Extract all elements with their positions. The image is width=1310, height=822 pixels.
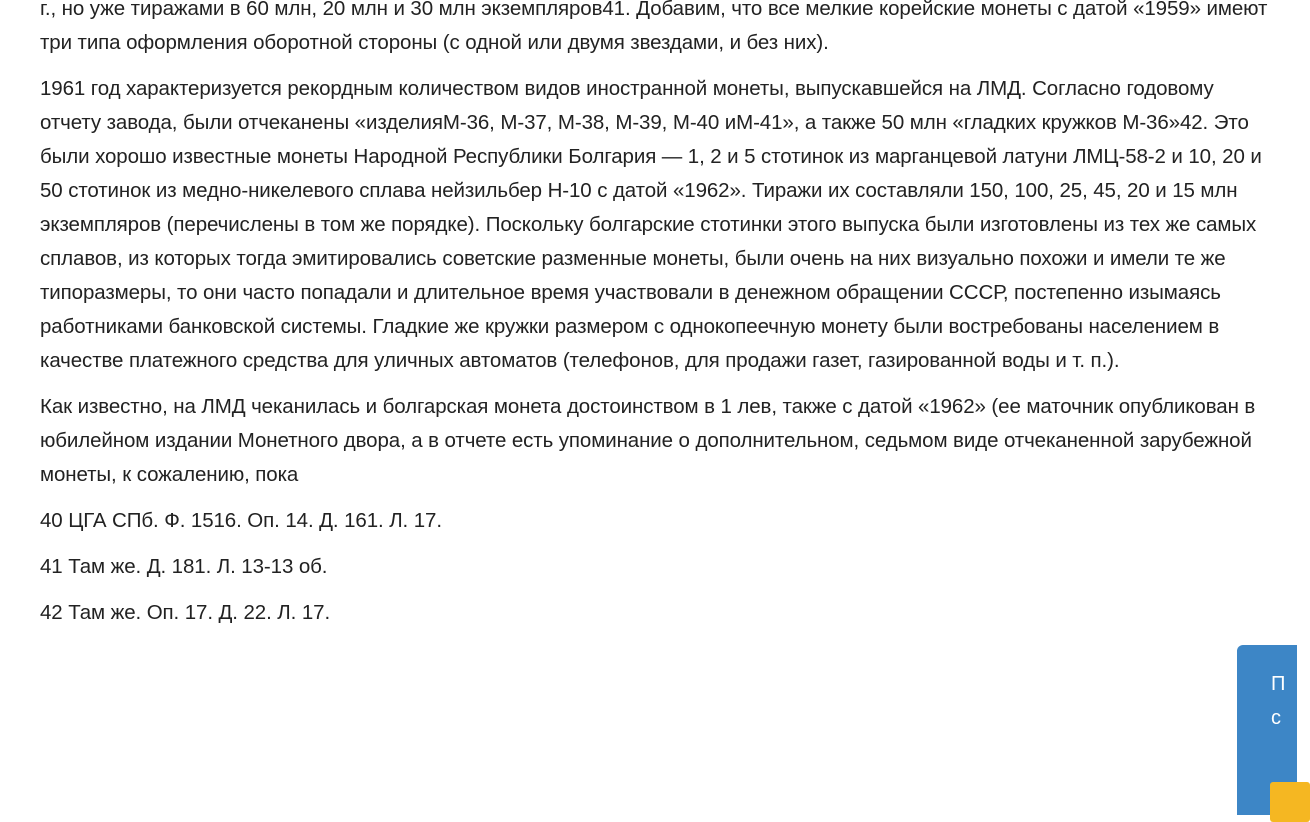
widget-action-button[interactable] — [1270, 782, 1310, 822]
article-paragraph-2: 1961 год характеризуется рекордным количеством видов иностранной монеты, выпускавшейся на ЛМД. Согласно годовому отчету завода, были отчеканены «изделияМ-36, М-37, М-38, М-39, М-40 иМ-41», а также 50 млн «гладких кружков М-36»42. Это были хорошо известные монеты Народной Республики Болгария — 1, 2 и 5 стотинок из марганцевой латуни ЛМЦ-58-2 и 10, 20 и 50 стотинок из медно-никелевого сплава нейзильбер Н-10 с датой «1962». Тиражи их составляли 150, 100, 25, 45, 20 и 15 млн экземпляров (перечислены в том же порядке). Поскольку болгарские стотинки этого выпуска были изготовлены из тех же самых сплавов, из которых тогда эмитировались советские разменные монеты, были очень на них визуально похожи и имели те же типоразмеры, то они часто попадали и длительное время участвовали в денежном обращении СССР, постепенно изымаясь работниками банковской системы. Гладкие же кружки размером с однокопеечную монету были востребованы населением в качестве платежного средства для уличных автоматов (телефонов, для продажи газет, газированной воды и т. п.). — [40, 77, 1262, 372]
widget-text-line-1: П — [1271, 673, 1286, 695]
footnote-41: 41 Там же. Д. 181. Л. 13-13 об. — [40, 555, 328, 578]
article-paragraph-1: г., но уже тиражами в 60 млн, 20 млн и 30 млн экземпляров41. Добавим, что все мелкие корейские монеты с датой «1959» имеют три типа оформления оборотной стороны (с одной или двумя звездами, и без них). — [40, 0, 1268, 54]
widget-text — [1271, 667, 1285, 735]
footnote-40: 40 ЦГА СПб. Ф. 1516. Оп. 14. Д. 161. Л. 17. — [40, 509, 442, 532]
article-paragraph-3: Как известно, на ЛМД чеканилась и болгарская монета достоинством в 1 лев, также с датой «1962» (ее маточник опубликован в юбилейном издании Монетного двора, а в отчете есть упоминание о дополнительном, седьмом виде отчеканенной зарубежной монеты, к сожалению, пока — [40, 395, 1256, 486]
footnote-42: 42 Там же. Оп. 17. Д. 22. Л. 17. — [40, 601, 331, 624]
article-body — [40, 0, 1270, 642]
widget-text-line-2: с — [1271, 707, 1281, 729]
floating-subscribe-widget[interactable] — [1237, 645, 1297, 815]
